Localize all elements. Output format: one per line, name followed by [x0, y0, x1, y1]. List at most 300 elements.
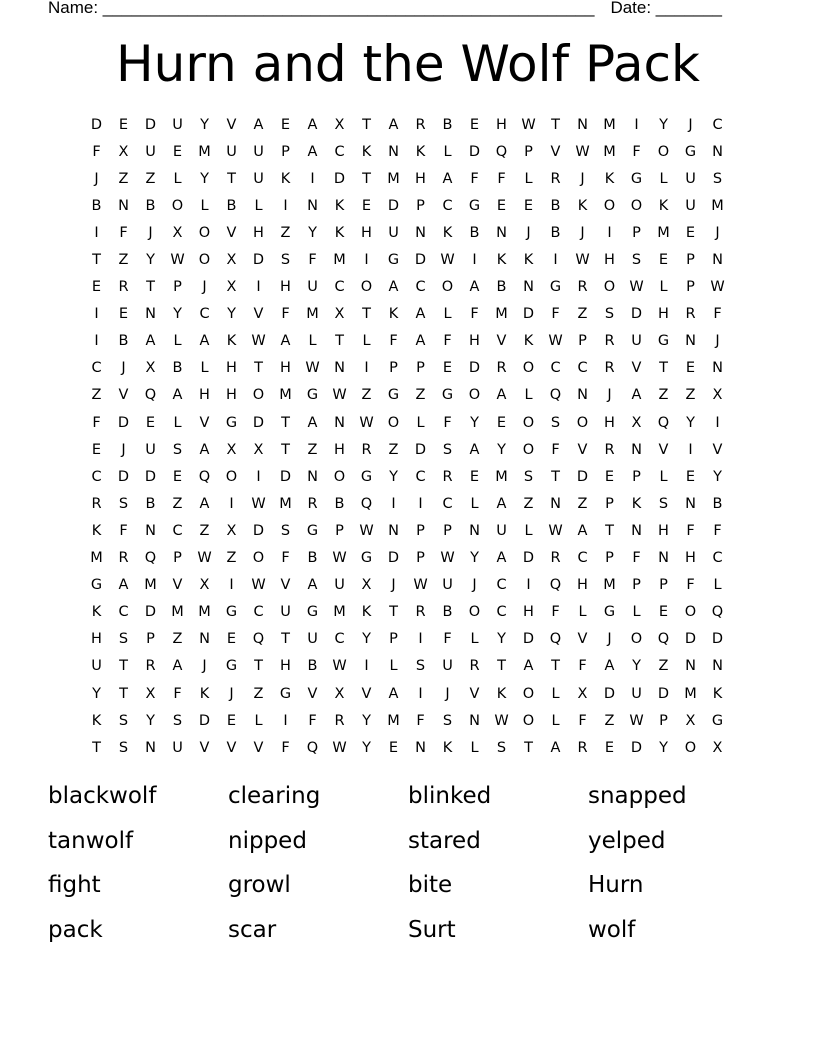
grid-letter: O — [441, 279, 454, 296]
grid-letter: L — [362, 333, 371, 350]
grid-letter: N — [712, 658, 723, 675]
grid-letter: O — [198, 252, 211, 269]
grid-letter: Q — [306, 739, 319, 756]
grid-letter: E — [91, 441, 102, 458]
grid-letter: M — [171, 604, 184, 621]
grid-letter: F — [281, 550, 290, 567]
grid-letter: W — [521, 116, 536, 133]
grid-letter: A — [253, 116, 264, 133]
grid-letter: O — [603, 279, 616, 296]
grid-letter: Z — [361, 387, 372, 404]
grid-letter: L — [659, 279, 668, 296]
grid-letter: D — [522, 631, 535, 648]
grid-letter: W — [251, 577, 266, 594]
grid-letter: I — [310, 170, 315, 187]
grid-letter: Z — [253, 685, 264, 702]
grid-letter: E — [496, 414, 507, 431]
grid-letter: C — [442, 197, 453, 214]
grid-letter: I — [256, 468, 261, 485]
grid-letter: U — [307, 279, 318, 296]
word-list-item: fight — [48, 872, 101, 898]
grid-letter: L — [524, 387, 533, 404]
grid-letter: E — [604, 468, 615, 485]
grid-row — [83, 545, 731, 572]
grid-letter: T — [281, 441, 290, 458]
grid-letter: J — [121, 441, 126, 458]
grid-letter: H — [577, 577, 588, 594]
grid-letter: K — [442, 739, 453, 756]
grid-letter: Q — [198, 468, 211, 485]
grid-letter: C — [496, 577, 507, 594]
grid-letter: S — [172, 712, 183, 729]
grid-letter: H — [604, 414, 615, 431]
grid-letter: N — [577, 387, 588, 404]
grid-letter: L — [308, 333, 317, 350]
word-list-item: tanwolf — [48, 827, 134, 854]
grid-letter: C — [577, 550, 588, 567]
grid-letter: Z — [91, 387, 102, 404]
grid-letter: I — [391, 495, 396, 512]
grid-letter: F — [551, 306, 560, 323]
grid-letter: M — [603, 143, 616, 160]
grid-letter: U — [91, 658, 102, 675]
grid-letter: W — [413, 577, 428, 594]
grid-letter: Z — [577, 306, 588, 323]
grid-letter: K — [334, 197, 345, 214]
grid-letter: O — [522, 712, 535, 729]
grid-letter: O — [468, 387, 481, 404]
grid-letter: A — [199, 441, 210, 458]
grid-letter: I — [283, 197, 288, 214]
grid-letter: F — [443, 414, 452, 431]
grid-letter: V — [469, 685, 480, 702]
grid-letter: Y — [362, 712, 371, 729]
grid-letter: A — [469, 441, 480, 458]
grid-letter: M — [333, 252, 346, 269]
word-list-item: growl — [228, 872, 291, 898]
grid-letter: C — [172, 522, 183, 539]
grid-letter: T — [551, 468, 560, 485]
grid-letter: V — [280, 577, 291, 594]
grid-letter: U — [685, 170, 696, 187]
grid-letter: T — [335, 333, 344, 350]
grid-letter: P — [146, 631, 155, 648]
grid-letter: S — [172, 441, 183, 458]
grid-letter: D — [387, 550, 400, 567]
grid-letter: W — [332, 658, 347, 675]
grid-row — [83, 680, 731, 707]
grid-row — [83, 274, 731, 301]
grid-letter: Y — [659, 739, 668, 756]
grid-letter: N — [334, 360, 345, 377]
grid-letter: D — [198, 712, 211, 729]
grid-letter: C — [712, 116, 723, 133]
grid-letter: V — [226, 224, 237, 241]
grid-letter: H — [253, 224, 264, 241]
grid-letter: U — [172, 739, 183, 756]
grid-letter: T — [389, 604, 398, 621]
grid-letter: P — [416, 522, 425, 539]
grid-letter: K — [523, 252, 534, 269]
grid-letter: H — [226, 360, 237, 377]
grid-letter: A — [388, 279, 399, 296]
grid-letter: D — [630, 739, 643, 756]
grid-letter: E — [118, 116, 129, 133]
grid-letter: W — [305, 360, 320, 377]
grid-row — [83, 355, 731, 382]
grid-letter: G — [279, 685, 292, 702]
grid-letter: K — [442, 224, 453, 241]
grid-letter: I — [418, 685, 423, 702]
grid-letter: V — [577, 441, 588, 458]
grid-letter: S — [118, 712, 129, 729]
grid-letter: K — [199, 685, 210, 702]
grid-letter: W — [575, 252, 590, 269]
grid-letter: A — [199, 333, 210, 350]
grid-letter: L — [173, 170, 182, 187]
grid-letter: W — [332, 739, 347, 756]
grid-letter: X — [145, 685, 156, 702]
grid-letter: A — [307, 577, 318, 594]
grid-letter: H — [604, 252, 615, 269]
grid-letter: I — [94, 333, 99, 350]
grid-letter: H — [523, 604, 534, 621]
grid-letter: B — [307, 550, 318, 567]
grid-letter: C — [334, 143, 345, 160]
grid-letter: G — [225, 658, 238, 675]
grid-row — [83, 111, 731, 138]
grid-letter: V — [712, 441, 723, 458]
grid-letter: X — [334, 306, 345, 323]
grid-letter: I — [472, 252, 477, 269]
grid-letter: T — [605, 522, 614, 539]
grid-letter: H — [280, 658, 291, 675]
grid-letter: F — [470, 306, 479, 323]
grid-letter: U — [442, 658, 453, 675]
grid-letter: S — [496, 739, 507, 756]
grid-letter: J — [715, 224, 720, 241]
grid-letter: F — [119, 224, 128, 241]
grid-letter: U — [253, 170, 264, 187]
grid-letter: U — [253, 143, 264, 160]
grid-letter: A — [496, 387, 507, 404]
grid-letter: U — [172, 116, 183, 133]
grid-letter: F — [308, 252, 317, 269]
grid-letter: M — [495, 468, 508, 485]
grid-letter: N — [577, 116, 588, 133]
grid-letter: X — [712, 387, 723, 404]
grid-letter: B — [712, 495, 723, 512]
grid-letter: C — [415, 468, 426, 485]
grid-letter: Y — [200, 116, 209, 133]
grid-letter: C — [442, 495, 453, 512]
grid-row — [83, 246, 731, 273]
date-field-label: Date: _______ — [610, 0, 722, 17]
grid-letter: A — [388, 116, 399, 133]
grid-letter: X — [226, 441, 237, 458]
grid-letter: G — [387, 252, 400, 269]
grid-letter: E — [226, 712, 237, 729]
grid-letter: T — [281, 631, 290, 648]
grid-letter: F — [281, 306, 290, 323]
grid-letter: Z — [415, 387, 426, 404]
word-list-item: nipped — [228, 827, 307, 854]
grid-letter: Z — [199, 522, 210, 539]
grid-letter: D — [414, 441, 427, 458]
grid-letter: G — [225, 604, 238, 621]
grid-letter: Z — [523, 495, 534, 512]
grid-letter: R — [415, 116, 426, 133]
grid-letter: W — [440, 252, 455, 269]
grid-letter: I — [364, 658, 369, 675]
grid-row — [83, 572, 731, 599]
grid-letter: K — [496, 685, 507, 702]
grid-letter: O — [522, 685, 535, 702]
grid-letter: Y — [200, 170, 209, 187]
grid-letter: H — [361, 224, 372, 241]
grid-letter: Z — [388, 441, 399, 458]
grid-letter: A — [415, 306, 426, 323]
grid-letter: U — [280, 604, 291, 621]
grid-letter: V — [226, 116, 237, 133]
grid-letter: W — [548, 522, 563, 539]
grid-letter: O — [603, 197, 616, 214]
grid-letter: C — [496, 604, 507, 621]
grid-letter: M — [144, 577, 157, 594]
grid-letter: V — [658, 441, 669, 458]
grid-row — [83, 328, 731, 355]
grid-letter: C — [91, 468, 102, 485]
grid-letter: K — [631, 495, 642, 512]
grid-letter: L — [254, 197, 263, 214]
grid-letter: A — [307, 143, 318, 160]
grid-letter: S — [658, 495, 669, 512]
page-title: Hurn and the Wolf Pack — [116, 35, 700, 93]
grid-letter: K — [226, 333, 237, 350]
grid-letter: A — [604, 658, 615, 675]
grid-letter: Q — [144, 550, 157, 567]
grid-letter: U — [631, 333, 642, 350]
grid-letter: W — [251, 495, 266, 512]
word-list-item: Surt — [408, 916, 456, 943]
grid-letter: D — [252, 522, 265, 539]
grid-letter: H — [496, 116, 507, 133]
grid-letter: Q — [657, 631, 670, 648]
grid-letter: H — [334, 441, 345, 458]
grid-letter: M — [684, 685, 697, 702]
grid-letter: E — [388, 739, 399, 756]
grid-letter: A — [415, 333, 426, 350]
grid-letter: A — [145, 333, 156, 350]
grid-letter: I — [364, 252, 369, 269]
grid-letter: D — [117, 414, 130, 431]
grid-letter: H — [280, 279, 291, 296]
grid-row — [83, 599, 731, 626]
grid-letter: H — [415, 170, 426, 187]
grid-letter: D — [90, 116, 103, 133]
grid-letter: O — [333, 468, 346, 485]
grid-letter: U — [496, 522, 507, 539]
grid-letter: Y — [146, 712, 155, 729]
grid-letter: G — [603, 604, 616, 621]
grid-letter: Z — [145, 170, 156, 187]
grid-letter: O — [522, 441, 535, 458]
grid-letter: U — [226, 143, 237, 160]
grid-letter: W — [710, 279, 725, 296]
word-list-item: Hurn — [588, 872, 644, 898]
grid-letter: J — [148, 224, 153, 241]
grid-letter: S — [118, 739, 129, 756]
grid-letter: Y — [173, 306, 182, 323]
grid-letter: R — [91, 495, 102, 512]
grid-letter: D — [117, 468, 130, 485]
grid-letter: N — [496, 224, 507, 241]
grid-letter: G — [306, 387, 319, 404]
grid-letter: N — [712, 143, 723, 160]
grid-letter: E — [496, 197, 507, 214]
grid-letter: R — [550, 170, 561, 187]
grid-letter: X — [226, 252, 237, 269]
grid-letter: A — [577, 522, 588, 539]
grid-letter: N — [388, 143, 399, 160]
grid-letter: S — [118, 631, 129, 648]
grid-letter: V — [199, 739, 210, 756]
grid-letter: L — [416, 414, 425, 431]
grid-letter: J — [607, 387, 612, 404]
grid-letter: J — [202, 279, 207, 296]
grid-letter: A — [118, 577, 129, 594]
grid-letter: F — [443, 333, 452, 350]
grid-letter: M — [387, 712, 400, 729]
grid-letter: K — [415, 143, 426, 160]
grid-letter: F — [92, 143, 101, 160]
grid-letter: K — [91, 712, 102, 729]
grid-letter: J — [607, 631, 612, 648]
grid-letter: J — [580, 170, 585, 187]
grid-letter: J — [121, 360, 126, 377]
grid-letter: C — [415, 279, 426, 296]
grid-letter: Q — [711, 604, 724, 621]
grid-letter: B — [469, 224, 480, 241]
grid-letter: M — [387, 170, 400, 187]
grid-letter: W — [332, 550, 347, 567]
grid-letter: Y — [389, 468, 398, 485]
grid-letter: M — [279, 495, 292, 512]
grid-letter: G — [711, 712, 724, 729]
grid-letter: B — [91, 197, 102, 214]
grid-letter: M — [198, 143, 211, 160]
grid-letter: L — [524, 170, 533, 187]
grid-letter: K — [658, 197, 669, 214]
grid-letter: E — [685, 468, 696, 485]
grid-letter: N — [145, 522, 156, 539]
grid-letter: D — [657, 685, 670, 702]
grid-letter: E — [280, 116, 291, 133]
grid-letter: A — [469, 279, 480, 296]
grid-letter: H — [658, 522, 669, 539]
grid-row — [83, 517, 731, 544]
grid-letter: E — [226, 631, 237, 648]
grid-letter: P — [416, 197, 425, 214]
grid-letter: T — [362, 116, 371, 133]
grid-letter: N — [388, 522, 399, 539]
grid-letter: V — [496, 333, 507, 350]
grid-letter: M — [603, 577, 616, 594]
grid-letter: R — [361, 441, 372, 458]
word-list-item: stared — [408, 827, 481, 854]
grid-letter: C — [550, 360, 561, 377]
grid-letter: E — [523, 197, 534, 214]
grid-letter: W — [494, 712, 509, 729]
grid-letter: Z — [658, 658, 669, 675]
grid-letter: S — [550, 414, 561, 431]
grid-letter: P — [605, 495, 614, 512]
grid-letter: D — [144, 604, 157, 621]
grid-letter: S — [280, 252, 291, 269]
grid-letter: A — [496, 550, 507, 567]
grid-letter: Q — [360, 495, 373, 512]
name-field-label: Name: ____________________________________________________ — [48, 0, 595, 17]
grid-letter: F — [713, 306, 722, 323]
grid-letter: P — [686, 279, 695, 296]
grid-letter: N — [199, 631, 210, 648]
grid-letter: H — [658, 306, 669, 323]
grid-letter: R — [442, 468, 453, 485]
grid-letter: F — [551, 441, 560, 458]
word-list — [48, 778, 768, 956]
grid-letter: I — [229, 577, 234, 594]
grid-letter: O — [387, 414, 400, 431]
grid-letter: S — [712, 170, 723, 187]
grid-letter: P — [443, 522, 452, 539]
grid-letter: O — [522, 360, 535, 377]
grid-letter: F — [92, 414, 101, 431]
grid-letter: O — [630, 197, 643, 214]
grid-letter: X — [172, 224, 183, 241]
grid-letter: M — [495, 306, 508, 323]
grid-letter: M — [603, 116, 616, 133]
word-search-grid — [83, 111, 731, 761]
grid-letter: C — [334, 631, 345, 648]
grid-letter: R — [577, 739, 588, 756]
grid-letter: D — [279, 468, 292, 485]
grid-letter: Q — [252, 631, 265, 648]
grid-letter: P — [173, 550, 182, 567]
grid-letter: I — [526, 577, 531, 594]
grid-letter: K — [577, 197, 588, 214]
grid-letter: O — [576, 414, 589, 431]
grid-letter: Y — [146, 252, 155, 269]
grid-letter: M — [333, 604, 346, 621]
grid-letter: N — [631, 522, 642, 539]
grid-letter: A — [388, 685, 399, 702]
grid-letter: V — [226, 739, 237, 756]
grid-letter: O — [171, 197, 184, 214]
grid-letter: N — [307, 468, 318, 485]
grid-letter: F — [578, 712, 587, 729]
grid-letter: K — [604, 170, 615, 187]
grid-letter: E — [685, 224, 696, 241]
grid-letter: O — [360, 279, 373, 296]
grid-letter: B — [550, 197, 561, 214]
grid-letter: D — [603, 685, 616, 702]
grid-letter: G — [657, 333, 670, 350]
grid-letter: A — [199, 495, 210, 512]
grid-letter: J — [580, 224, 585, 241]
grid-letter: V — [253, 739, 264, 756]
grid-letter: I — [688, 441, 693, 458]
grid-letter: F — [497, 170, 506, 187]
